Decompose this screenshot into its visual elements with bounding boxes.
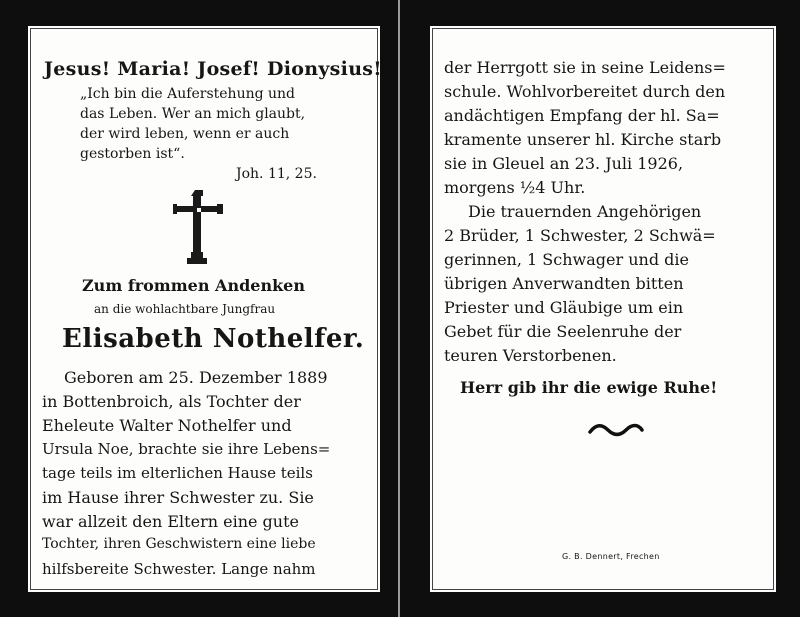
deceased-name: Elisabeth Nothelfer. [62,324,365,354]
quote-source: Joh. 11, 25. [236,166,317,182]
bio-line-2: in Bottenbroich, als Tochter der [42,392,301,411]
text-line-12: Gebet für die Seelenruhe der [444,322,682,341]
text-line-3: andächtigen Empfang der hl. Sa= [444,106,720,125]
tilde-ornament-icon [588,422,644,438]
quote-line-3: der wird leben, wenn er auch [80,126,290,142]
closing-prayer: Herr gib ihr die ewige Ruhe! [460,378,718,397]
bio-line-9: hilfsbereite Schwester. Lange nahm [42,560,316,578]
right-panel [430,26,776,592]
latin-cross-icon [173,188,225,266]
memorial-subheading: an die wohlachtbare Jungfrau [94,302,276,316]
quote-line-1 [80,86,360,102]
text-line-10: übrigen Anverwandten bitten [444,274,684,293]
quote-line-4: gestorben ist“. [80,146,185,162]
text-line-5: sie in Gleuel an 23. Juli 1926, [444,154,684,173]
text-line-6: morgens ½4 Uhr. [444,178,586,197]
text-line-11: Priester und Gläubige um ein [444,298,684,317]
text-line-13: teuren Verstorbenen. [444,346,617,365]
text-line-9: gerinnen, 1 Schwager und die [444,250,689,269]
invocation-line: Jesus! Maria! Josef! Dionysius! [44,58,382,80]
quote-text-1: „Ich bin die Auferstehung und [80,86,296,102]
text-line-2: schule. Wohlvorbereitet durch den [444,82,726,101]
bio-line-4: Ursula Noe, brachte sie ihre Lebens= [42,440,331,458]
text-line-7: Die trauernden Angehörigen [468,202,702,221]
text-line-1: der Herrgott sie in seine Leidens= [444,58,726,77]
left-panel [28,26,380,592]
bio-line-8: Tochter, ihren Geschwistern eine liebe [42,536,316,552]
text-line-8: 2 Brüder, 1 Schwester, 2 Schwä= [444,226,716,245]
memorial-heading: Zum frommen Andenken [82,276,305,295]
quote-line-2: das Leben. Wer an mich glaubt, [80,106,306,122]
bio-line-6: im Hause ihrer Schwester zu. Sie [42,488,314,507]
memorial-card-right [400,0,800,617]
bio-line-5: tage teils im elterlichen Hause teils [42,464,313,482]
bio-line-7: war allzeit den Eltern eine gute [42,512,299,531]
bio-line-1: Geboren am 25. Dezember 1889 [64,368,328,387]
printer-imprint: G. B. Dennert, Frechen [562,552,660,561]
text-line-4: kramente unserer hl. Kirche starb [444,130,722,149]
bio-line-3: Eheleute Walter Nothelfer und [42,416,292,435]
